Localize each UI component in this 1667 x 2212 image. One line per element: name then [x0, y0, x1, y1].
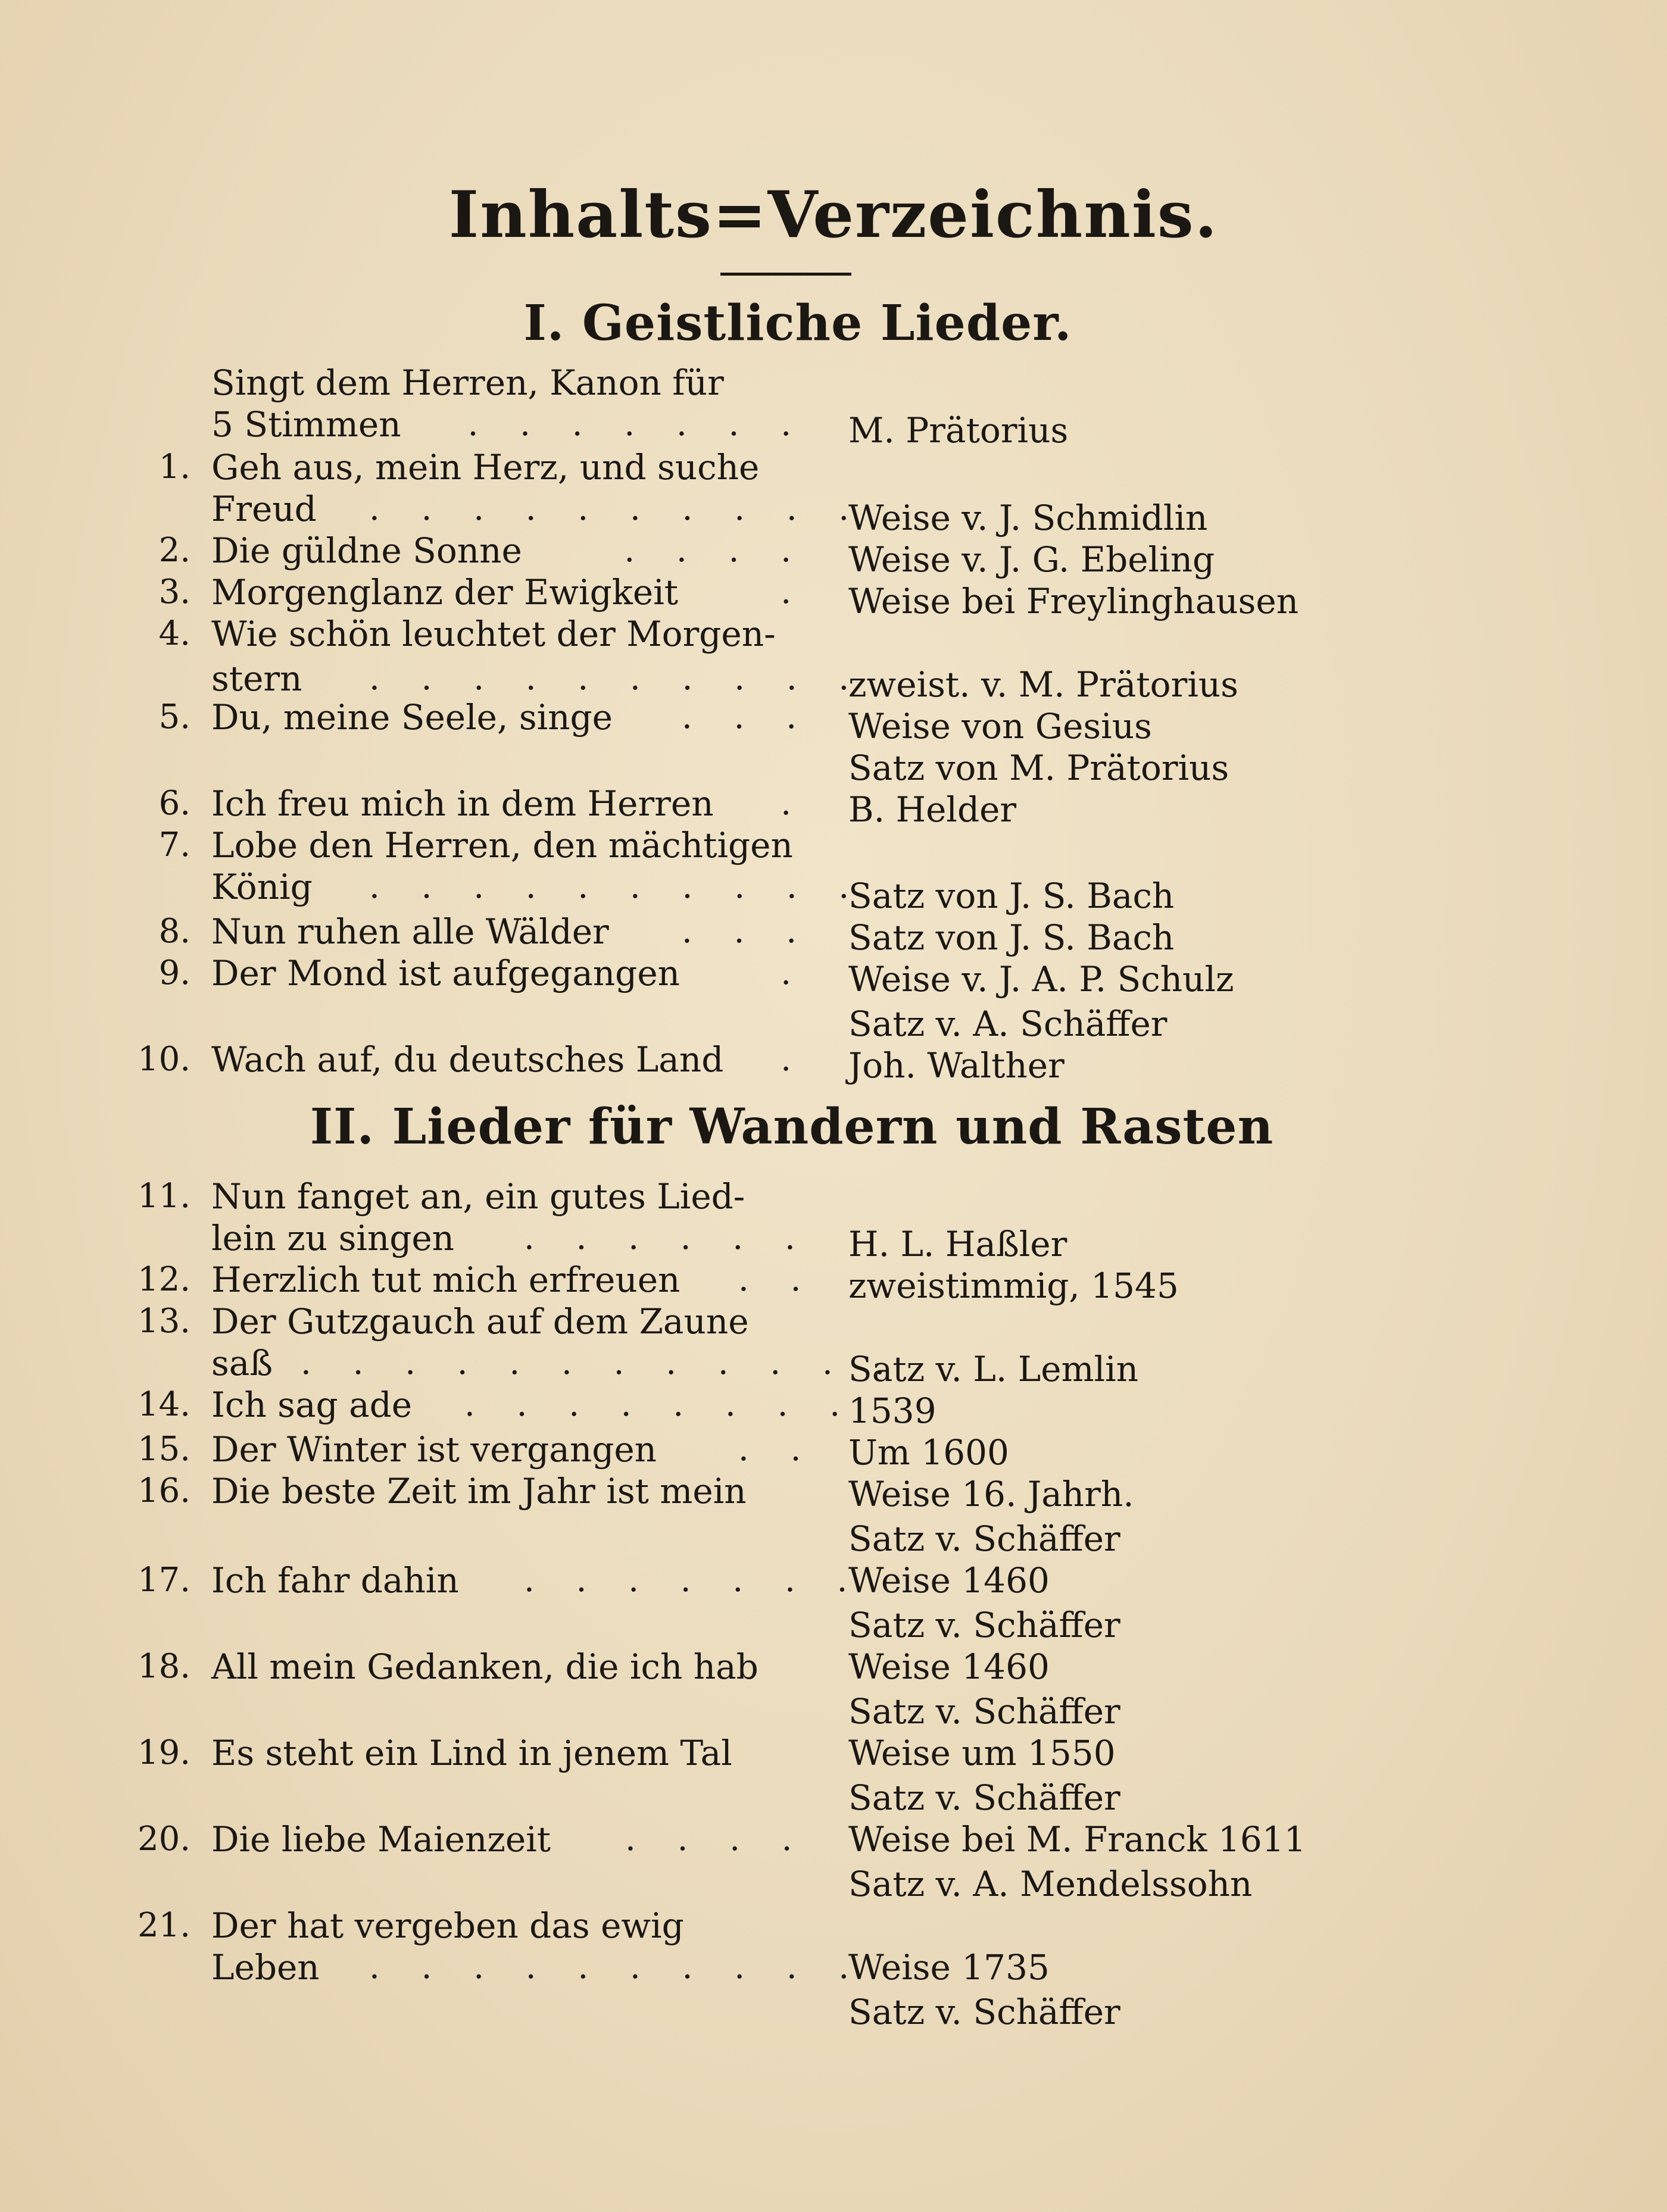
entry-title: Die güldne Sonne — [211, 530, 522, 571]
dot-leader: . . . . . . . . . . — [369, 489, 865, 528]
entry-composer: B. Helder — [848, 789, 1017, 830]
entry-number: 1. — [158, 448, 191, 486]
entry-number: 12. — [137, 1260, 191, 1299]
dot-leader: . . — [738, 1430, 817, 1469]
entry-number: 2. — [158, 531, 191, 570]
entry-title-cont: saß — [211, 1343, 273, 1383]
entry-title-cont: lein zu singen — [211, 1218, 455, 1258]
entry-number: 16. — [137, 1471, 191, 1510]
dot-leader: . . . . . . . . . . — [369, 659, 865, 698]
entry-composer: Weise um 1550 — [848, 1733, 1116, 1773]
entry-number: 15. — [137, 1430, 191, 1469]
dot-leader: . . . . . . . — [524, 1561, 863, 1599]
entry-number: 7. — [158, 826, 191, 864]
entry-title-cont: Leben — [211, 1947, 320, 1988]
entry-title: Ich sag ade — [211, 1385, 413, 1425]
entry-arranger: Satz v. A. Schäffer — [848, 1004, 1167, 1044]
entry-composer: Weise v. J. G. Ebeling — [848, 539, 1215, 580]
entry-number: 17. — [137, 1561, 191, 1599]
entry-composer: Weise 1460 — [848, 1560, 1050, 1601]
dot-leader: . — [781, 573, 807, 611]
entry-title: Singt dem Herren, Kanon für — [211, 363, 724, 403]
entry-number: 14. — [137, 1385, 191, 1424]
dot-leader: . . . . . . . . . . — [369, 1948, 865, 1986]
entry-arranger: Satz v. Schäffer — [848, 1992, 1120, 2032]
entry-arranger: Satz v. Schäffer — [848, 1519, 1120, 1559]
entry-composer: H. L. Haßler — [848, 1224, 1067, 1264]
dot-leader: . . . . . . . — [467, 405, 807, 443]
entry-title: Lobe den Herren, den mächtigen — [211, 825, 793, 866]
entry-number: 5. — [158, 698, 191, 736]
dot-leader: . . . . . . — [524, 1219, 811, 1257]
entry-title: Wach auf, du deutsches Land — [211, 1039, 724, 1080]
entry-number: 3. — [158, 573, 191, 611]
entry-title: Nun ruhen alle Wälder — [211, 911, 609, 952]
entry-composer: Weise von Gesius — [848, 706, 1152, 746]
entry-composer: Satz von J. S. Bach — [848, 917, 1175, 958]
entry-composer: Weise 16. Jahrh. — [848, 1474, 1134, 1514]
entry-title: Ich freu mich in dem Herren — [211, 783, 714, 824]
entry-composer: zweist. v. M. Prätorius — [848, 664, 1238, 705]
entry-title-cont: Freud — [211, 489, 317, 529]
entry-composer: Weise bei M. Franck 1611 — [848, 1819, 1306, 1860]
entry-number: 13. — [137, 1302, 191, 1341]
dot-leader: . . . . . . . . — [464, 1385, 856, 1424]
entry-composer: Um 1600 — [848, 1432, 1009, 1473]
entry-number: 4. — [158, 614, 191, 653]
dot-leader: . . . . . . . . . . — [369, 867, 865, 906]
entry-title: Geh aus, mein Herz, und suche — [211, 447, 760, 488]
entry-composer: M. Prätorius — [848, 410, 1069, 451]
entry-arranger: Satz v. Schäffer — [848, 1605, 1120, 1645]
entry-number: 21. — [137, 1906, 191, 1945]
entry-number: 10. — [137, 1040, 191, 1079]
dot-leader: . — [781, 784, 807, 823]
entry-composer: zweistimmig, 1545 — [848, 1266, 1179, 1306]
entry-title: Der Mond ist aufgegangen — [211, 953, 680, 993]
title-rule — [720, 273, 851, 276]
entry-composer: Satz von J. S. Bach — [848, 876, 1175, 916]
entry-number: 20. — [137, 1820, 191, 1858]
dot-leader: . . . — [682, 698, 813, 736]
entry-arranger: Satz v. Schäffer — [848, 1777, 1120, 1818]
entry-title: Ich fahr dahin — [211, 1560, 459, 1601]
entry-title-cont: 5 Stimmen — [211, 404, 401, 445]
entry-title: Die beste Zeit im Jahr ist mein — [211, 1471, 747, 1511]
entry-arranger: Satz von M. Prätorius — [848, 748, 1229, 788]
entry-title-cont: König — [211, 867, 313, 907]
dot-leader: . . . . — [624, 531, 807, 570]
dot-leader: . — [781, 954, 807, 992]
entry-composer: 1539 — [848, 1391, 936, 1431]
entry-composer: Weise bei Freylinghausen — [848, 581, 1299, 621]
entry-title: Der hat vergeben das ewig — [211, 1905, 684, 1946]
entry-number: 11. — [137, 1177, 191, 1216]
entry-title: All mein Gedanken, die ich hab — [211, 1646, 758, 1687]
entry-title: Morgenglanz der Ewigkeit — [211, 572, 679, 613]
entry-number: 6. — [158, 784, 191, 823]
entry-arranger: Satz v. Schäffer — [848, 1691, 1120, 1732]
entry-title: Du, meine Seele, singe — [211, 697, 613, 738]
page-title: Inhalts=Verzeichnis. — [448, 177, 1219, 252]
section-heading-2: II. Lieder für Wandern und Rasten — [310, 1098, 1274, 1155]
entry-title: Der Winter ist vergangen — [211, 1429, 657, 1470]
entry-title: Es steht ein Lind in jenem Tal — [211, 1733, 732, 1773]
dot-leader: . — [781, 1040, 807, 1079]
dot-leader: . . — [738, 1260, 817, 1299]
entry-title: Wie schön leuchtet der Morgen- — [211, 614, 776, 654]
entry-composer: Joh. Walther — [848, 1045, 1064, 1086]
entry-title: Herzlich tut mich erfreuen — [211, 1260, 680, 1300]
entry-composer: Satz v. L. Lemlin — [848, 1349, 1139, 1389]
dot-leader: . . . . — [625, 1820, 808, 1858]
entry-number: 19. — [137, 1733, 191, 1772]
entry-number: 18. — [137, 1647, 191, 1686]
entry-composer: Weise 1460 — [848, 1646, 1050, 1687]
entry-composer: Weise v. J. A. P. Schulz — [848, 959, 1234, 999]
section-heading-1: I. Geistliche Lieder. — [523, 295, 1072, 352]
entry-title: Der Gutzgauch auf dem Zaune — [211, 1301, 749, 1342]
entry-title-cont: stern — [211, 658, 302, 699]
entry-number: 9. — [158, 954, 191, 992]
entry-arranger: Satz v. A. Mendelssohn — [848, 1864, 1253, 1904]
entry-title: Die liebe Maienzeit — [211, 1819, 551, 1860]
entry-number: 8. — [158, 912, 191, 951]
entry-composer: Weise v. J. Schmidlin — [848, 498, 1208, 538]
entry-title: Nun fanget an, ein gutes Lied- — [211, 1176, 745, 1217]
dot-leader: . . . — [682, 912, 813, 951]
dot-leader: . . . . . . . . . . . . — [301, 1344, 901, 1382]
entry-composer: Weise 1735 — [848, 1947, 1050, 1988]
